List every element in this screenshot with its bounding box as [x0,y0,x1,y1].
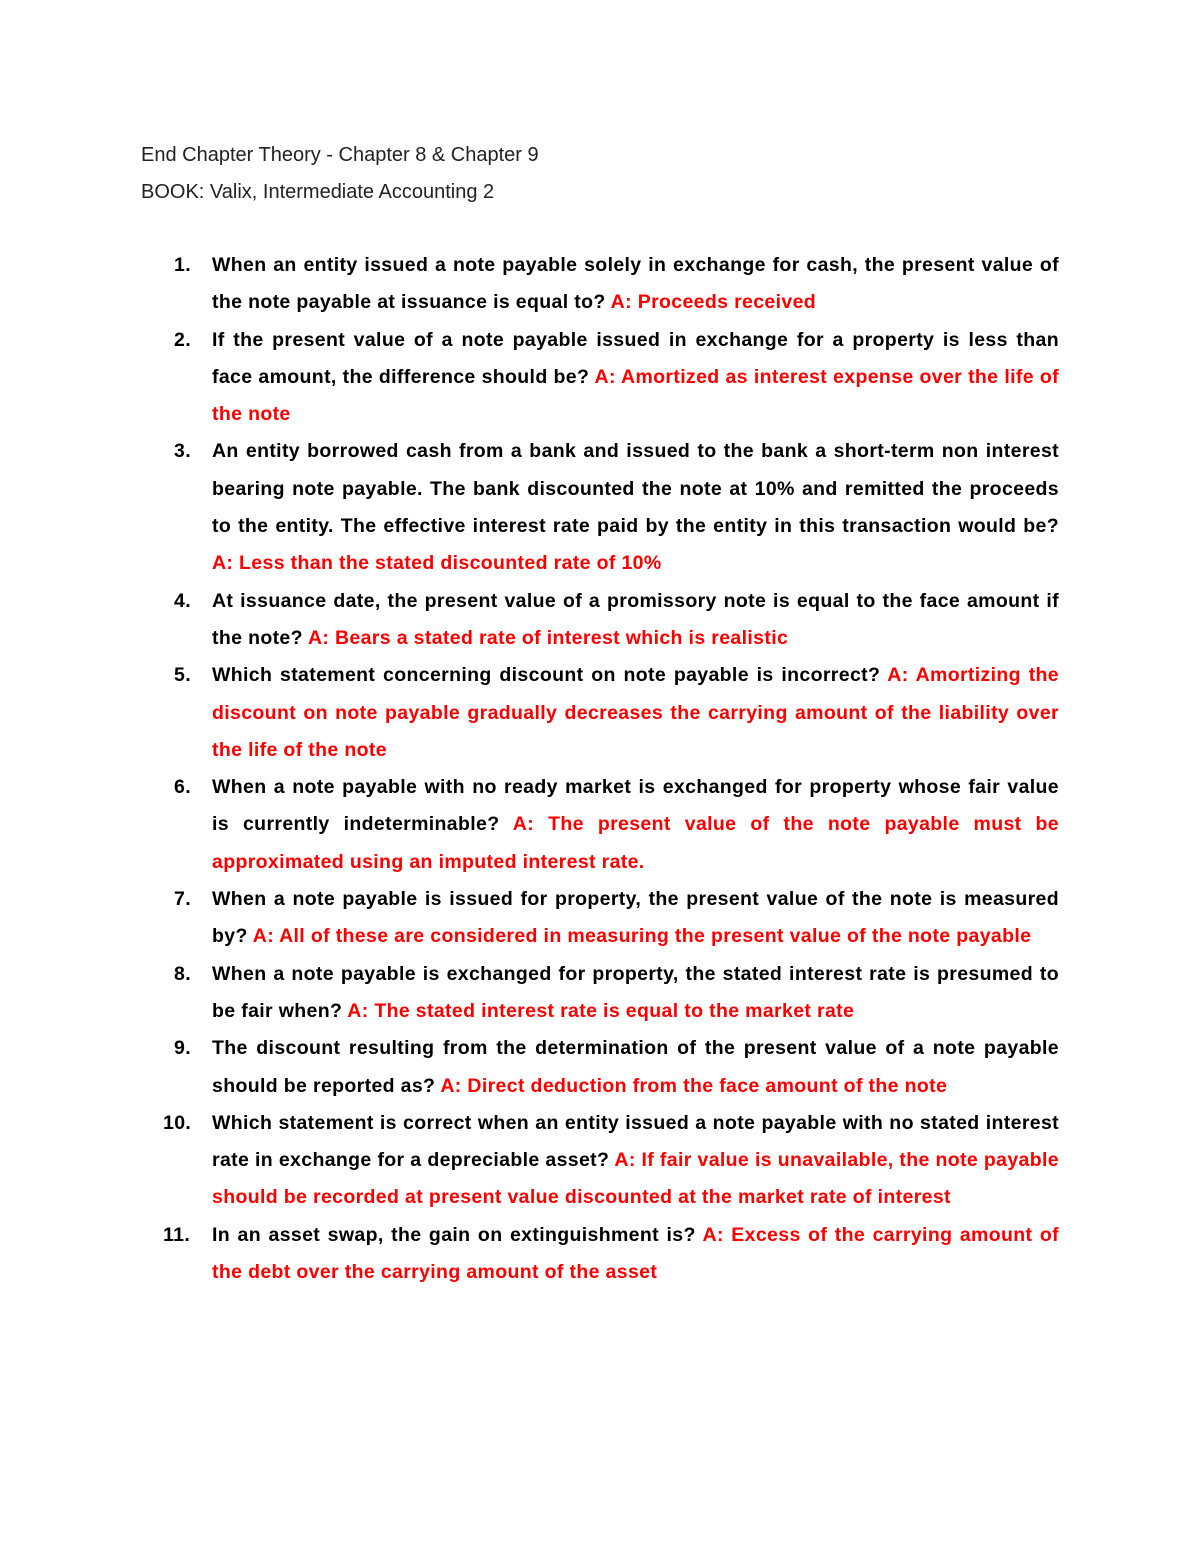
answer-text: A: All of these are considered in measuring the present value of the note payable [252,925,1032,948]
list-item [141,881,1059,956]
list-item [141,583,1059,658]
question-text: Which statement is correct when an entity issued a note payable with no stated interest rate in exchange for a depreciable asset? [212,1111,1059,1172]
question-text: When an entity issued a note payable solely in exchange for cash, the present value of the note payable at issuance is equal to? [212,254,1059,314]
question-text: The discount resulting from the determination of the present value of a note payable should be reported as? [212,1037,1059,1097]
answer-text: A: Excess of the carrying amount of the debt over the carrying amount of the asset [212,1223,1059,1284]
question-text: When a note payable is issued for property, the present value of the note is measured by? [212,888,1059,948]
answer-text: A: Amortizing the discount on note payable gradually decreases the carrying amount of the liability over the life of the note [212,664,1060,761]
item-number: 4. [174,589,191,612]
answer-text: A: Direct deduction from the face amount of the note [440,1074,948,1097]
list-item [141,1105,1059,1217]
item-number: 8. [174,962,191,985]
question-text: When a note payable is exchanged for property, the stated interest rate is presumed to be fair when? [212,962,1059,1022]
answer-text: A: Amortized as interest expense over the life of the note [212,365,1059,426]
list-item [141,769,1059,881]
item-number: 1. [174,254,191,276]
item-number: 3. [174,440,191,463]
item-number: 6. [174,776,191,799]
document-book-reference: BOOK: Valix, Intermediate Accounting 2 [141,181,495,203]
item-number: 7. [174,888,191,911]
answer-text: A: The present value of the note payable must be approximated using an imputed interest rate. [212,813,1060,873]
question-text: In an asset swap, the gain on extinguishment is? [212,1223,696,1246]
item-number: 11. [163,1223,191,1246]
answer-text: A: Less than the stated discounted rate of 10% [212,552,662,575]
item-number: 9. [174,1037,191,1060]
item-number: 5. [174,664,191,687]
item-number: 2. [174,328,191,351]
document-title: End Chapter Theory - Chapter 8 & Chapter 9 [141,144,539,166]
answer-text: A: The stated interest rate is equal to the market rate [347,999,855,1022]
list-item [141,657,1059,769]
list-item [141,956,1059,1031]
answer-text: A: Bears a stated rate of interest which is realistic [307,626,789,649]
answer-text: A: Proceeds received [610,291,817,314]
list-item [141,1217,1059,1292]
list-item [141,247,1059,322]
question-text: At issuance date, the present value of a promissory note is equal to the face amount if the note? [212,589,1059,649]
question-text: Which statement concerning discount on note payable is incorrect? [212,664,881,687]
item-number: 10. [163,1111,192,1134]
document-page [141,137,1059,1291]
answer-text: A: If fair value is unavailable, the note payable should be recorded at present value discounted at the market rate of interest [212,1149,1059,1209]
list-item [141,433,1059,582]
question-text: An entity borrowed cash from a bank and issued to the bank a short-term non interest bearing note payable. The bank discounted the note at 10% and remitted the proceeds to the entity. The effective interest rate paid by the entity in this transaction would be? [212,440,1059,538]
question-text: If the present value of a note payable issued in exchange for a property is less than face amount, the difference should be? [212,328,1059,388]
list-item [141,1030,1059,1105]
list-item [141,322,1059,434]
question-list [141,247,1059,1291]
question-text: When a note payable with no ready market is exchanged for property whose fair value is currently indeterminable? [212,776,1059,836]
